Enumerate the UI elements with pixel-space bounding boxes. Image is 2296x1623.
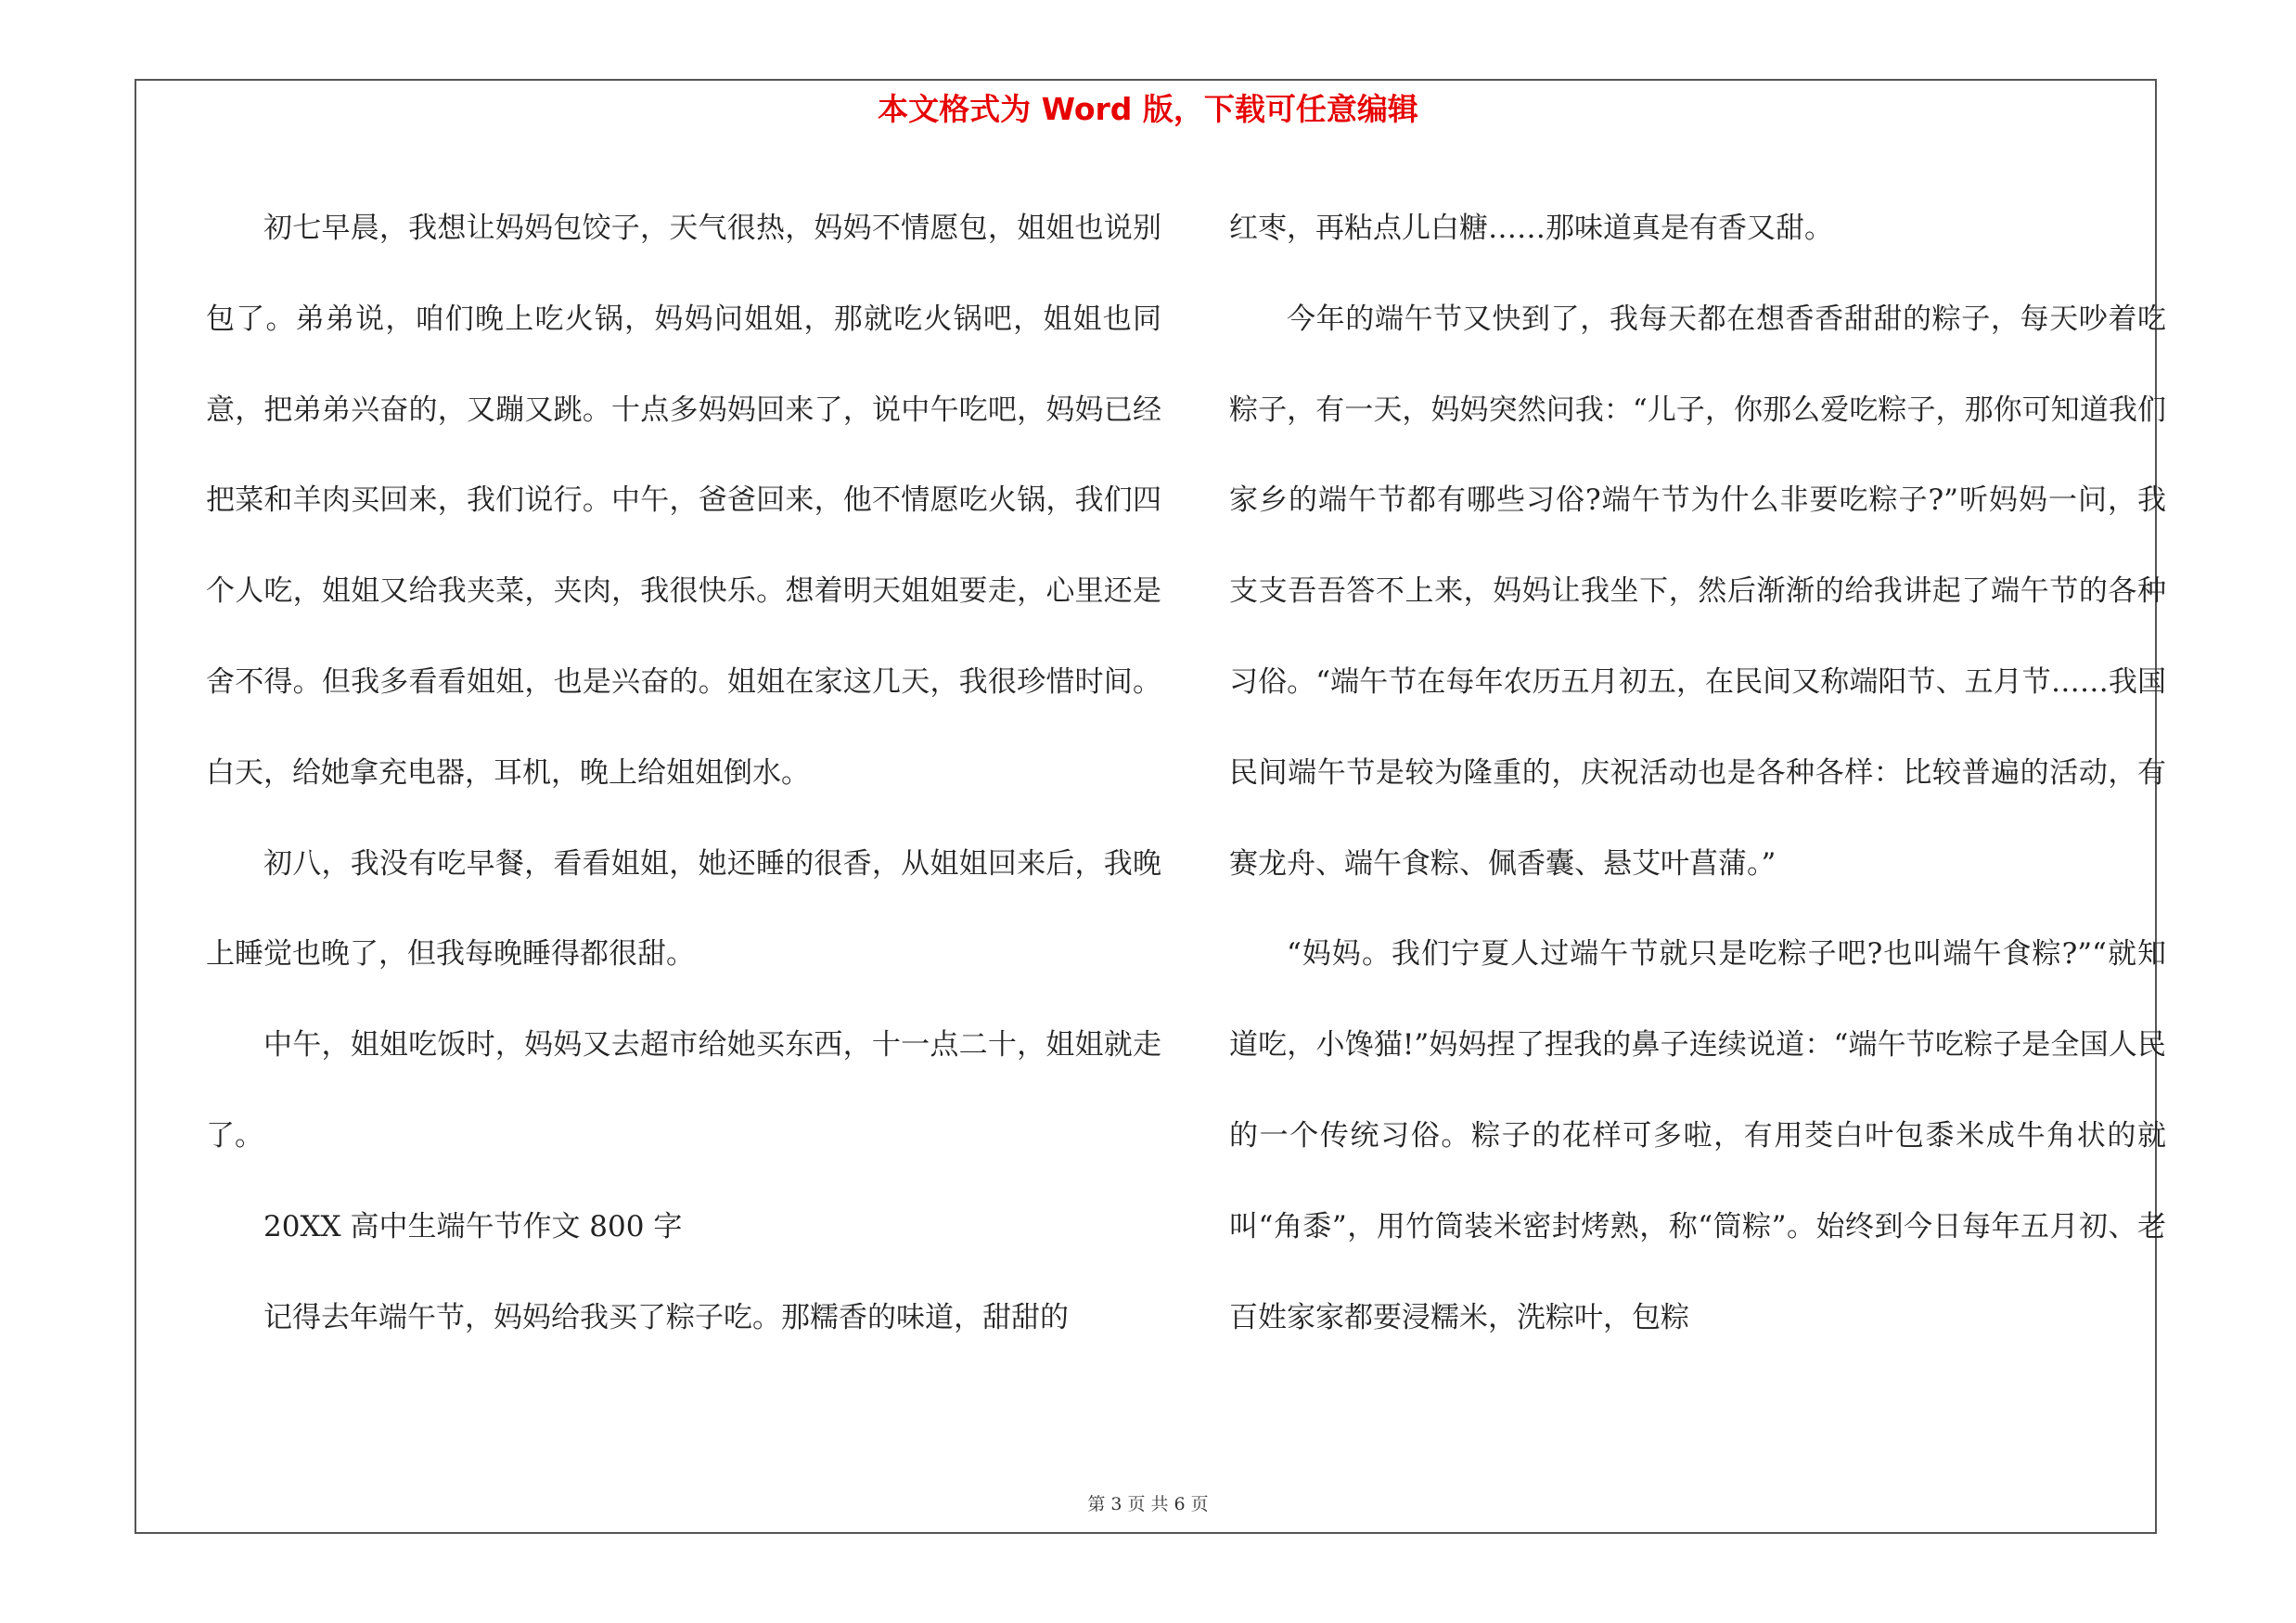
- paragraph: 红枣，再粘点儿白糖……那味道真是有香又甜。: [1229, 212, 1833, 245]
- paragraph: “妈妈。我们宁夏人过端午节就只是吃粽子吧?也叫端午食粽?”“就知道吃，小馋猫!”妈妈捏了捏我的鼻子连续说道：“端午节吃粽子是全国人民的一个传统习俗。粽子的花样可多啦，有用茭白叶包黍米成牛角状的就叫“角黍”，用竹筒装米密封烤熟，称“筒粽”。始终到今日每年五月初、老百姓家家都要浸糯米，洗粽叶，包粽: [1229, 937, 2166, 1334]
- left-column: [206, 184, 1161, 1363]
- right-column: [1229, 184, 2166, 1363]
- paragraph: 初七早晨，我想让妈妈包饺子，天气很热，妈妈不情愿包，姐姐也说别包了。弟弟说，咱们晚上吃火锅，妈妈问姐姐，那就吃火锅吧，姐姐也同意，把弟弟兴奋的，又蹦又跳。十点多妈妈回来了，说中午吃吧，妈妈已经把菜和羊肉买回来，我们说行。中午，爸爸回来，他不情愿吃火锅，我们四个人吃，姐姐又给我夹菜，夹肉，我很快乐。想着明天姐姐要走，心里还是舍不得。但我多看看姐姐，也是兴奋的。姐姐在家这几天，我很珍惜时间。白天，给她拿充电器，耳机，晚上给姐姐倒水。: [206, 212, 1161, 790]
- paragraph: 今年的端午节又快到了，我每天都在想香香甜甜的粽子，每天吵着吃粽子，有一天，妈妈突然问我：“儿子，你那么爱吃粽子，那你可知道我们家乡的端午节都有哪些习俗?端午节为什么非要吃粽子?”听妈妈一问，我支支吾吾答不上来，妈妈让我坐下，然后渐渐的给我讲起了端午节的各种习俗。“端午节在每年农历五月初五，在民间又称端阳节、五月节……我国民间端午节是较为隆重的，庆祝活动也是各种各样：比较普遍的活动，有赛龙舟、端午食粽、佩香囊、悬艾叶菖蒲。”: [1229, 302, 2166, 881]
- paragraph: 记得去年端午节，妈妈给我买了粽子吃。那糯香的味道，甜甜的: [263, 1300, 1069, 1334]
- section-heading: 20XX 高中生端午节作文 800 字: [263, 1209, 683, 1243]
- header-banner: 本文格式为 Word 版，下载可任意编辑: [878, 91, 1418, 127]
- page-footer: 第 3 页 共 6 页: [1087, 1494, 1209, 1514]
- paragraph: 初八，我没有吃早餐，看看姐姐，她还睡的很香，从姐姐回来后，我晚上睡觉也晚了，但我每晚睡得都很甜。: [206, 846, 1161, 972]
- paragraph: 中午，姐姐吃饭时，妈妈又去超市给她买东西，十一点二十，姐姐就走了。: [206, 1028, 1161, 1153]
